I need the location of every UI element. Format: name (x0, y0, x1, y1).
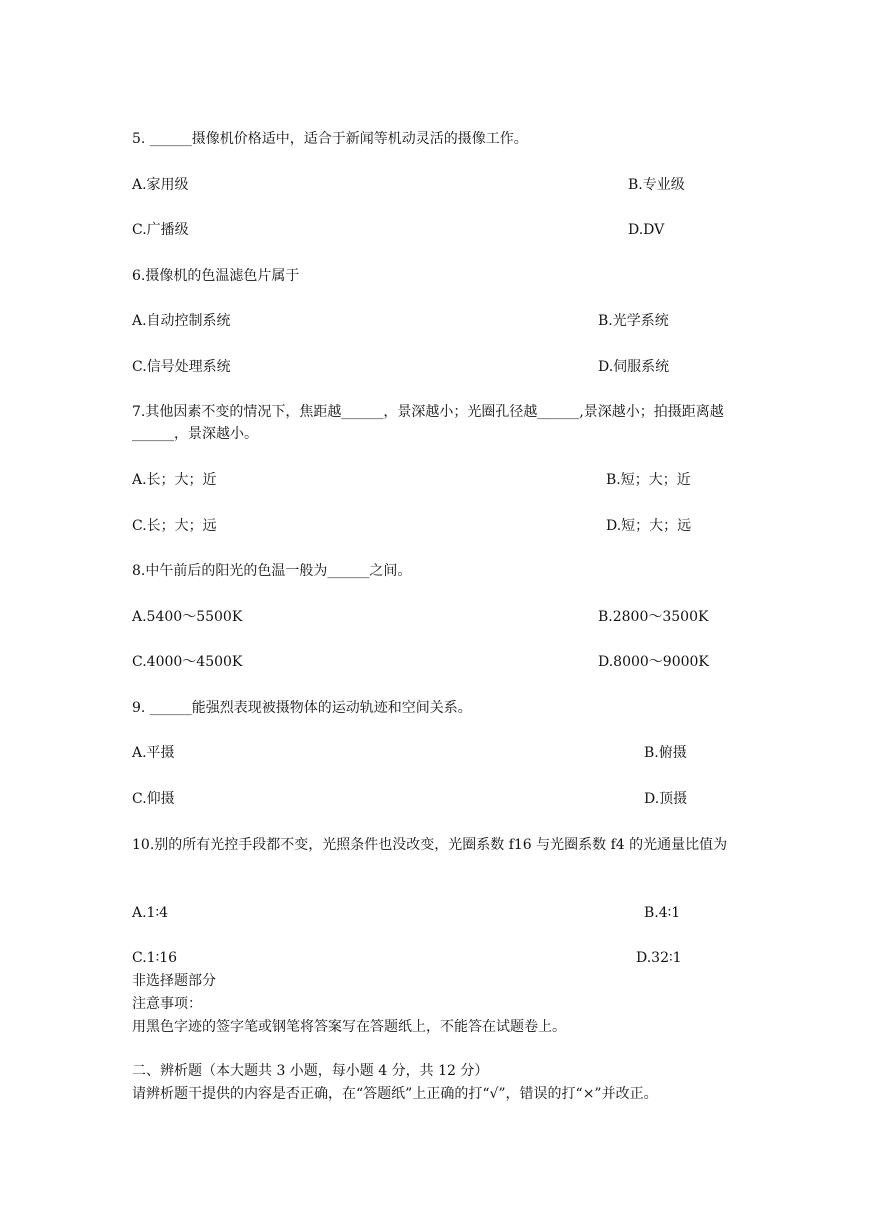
question-6-option-b: B.光学系统 (598, 313, 669, 329)
question-7-option-d: D.短；大；远 (606, 518, 692, 534)
question-8-option-b: B.2800～3500K (598, 609, 709, 625)
question-10-option-a: A.1∶4 (132, 905, 169, 921)
question-5-option-d: D.DV (628, 222, 665, 238)
notice-title: 注意事项： (132, 996, 202, 1012)
question-6-option-a: A.自动控制系统 (132, 313, 231, 329)
question-8-option-c: C.4000～4500K (132, 654, 243, 670)
question-9-stem: 9. ______能强烈表现被摄物体的运动轨迹和空间关系。 (132, 700, 472, 716)
question-10-option-c: C.1∶16 (132, 950, 178, 966)
question-8-stem: 8.中午前后的阳光的色温一般为______之间。 (132, 563, 412, 579)
question-5-stem: 5. ______摄像机价格适中，适合于新闻等机动灵活的摄像工作。 (132, 131, 528, 147)
question-7-option-c: C.长；大；远 (132, 518, 217, 534)
question-9-option-d: D.顶摄 (644, 791, 688, 807)
notice-text: 用黑色字迹的签字笔或钢笔将答案写在答题纸上，不能答在试题卷上。 (132, 1019, 566, 1035)
question-5-option-b: B.专业级 (628, 177, 685, 193)
question-7-option-b: B.短；大；近 (606, 472, 691, 488)
part-two-instruction: 请辨析题干提供的内容是否正确，在“答题纸”上正确的打“√”，错误的打“×”并改正。 (132, 1086, 658, 1102)
question-8-option-d: D.8000～9000K (598, 654, 709, 670)
question-10-stem: 10.别的所有光控手段都不变，光照条件也没改变，光圈系数 f16 与光圈系数 f4 的光通量比值为 (132, 837, 728, 853)
question-5-option-c: C.广播级 (132, 222, 189, 238)
question-10-option-d: D.32∶1 (636, 950, 682, 966)
question-10-option-b: B.4∶1 (644, 905, 681, 921)
question-7-option-a: A.长；大；近 (132, 472, 217, 488)
question-9-option-c: C.仰摄 (132, 791, 175, 807)
question-7-stem: 7.其他因素不变的情况下，焦距越______，景深越小；光圈孔径越______,景深越小；拍摄距离越______，景深越小。 (132, 404, 724, 442)
question-9-option-a: A.平摄 (132, 745, 175, 761)
question-6-stem: 6.摄像机的色温滤色片属于 (132, 268, 300, 284)
question-5-option-a: A.家用级 (132, 177, 189, 193)
section-heading: 非选择题部分 (132, 973, 216, 989)
question-9-option-b: B.俯摄 (644, 745, 687, 761)
question-6-option-c: C.信号处理系统 (132, 359, 231, 375)
question-8-option-a: A.5400～5500K (132, 609, 243, 625)
question-6-option-d: D.伺服系统 (598, 359, 670, 375)
part-two-title: 二、辨析题（本大题共 3 小题，每小题 4 分，共 12 分） (132, 1063, 489, 1079)
